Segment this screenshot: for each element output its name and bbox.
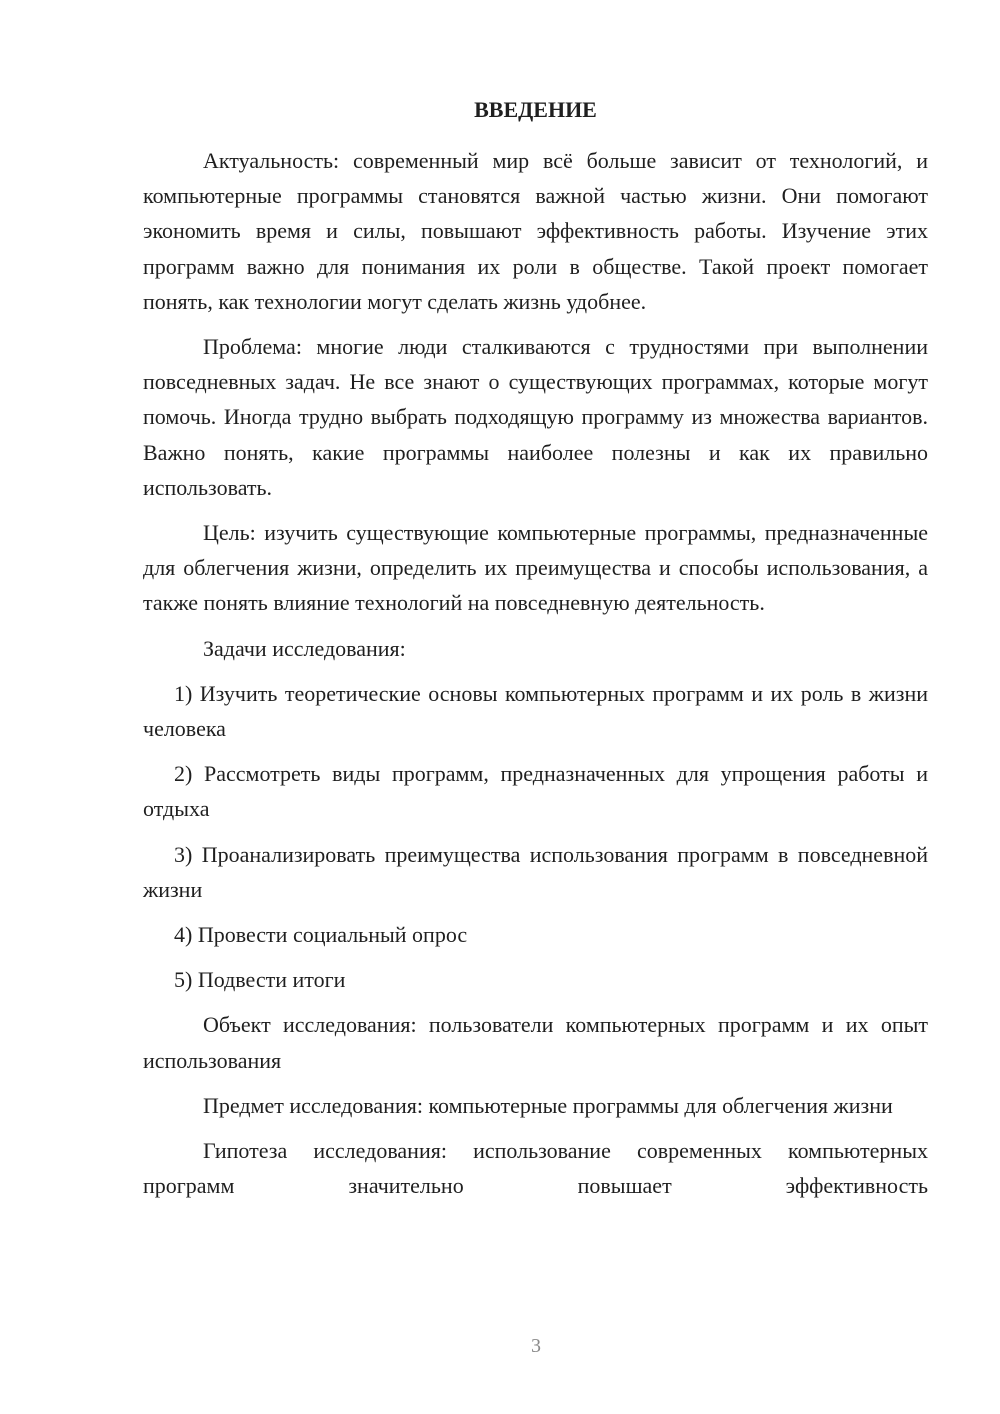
task-item: 3) Проанализировать преимущества использования программ в повседневной жизни xyxy=(143,841,928,902)
paragraph-object: Объект исследования: пользователи компьютерных программ и их опыт использования xyxy=(143,1012,928,1073)
paragraph-hypothesis: Гипотеза исследования: использование современных компьютерных программ значительно повышает эффективность xyxy=(143,1138,928,1199)
task-item: 5) Подвести итоги xyxy=(174,967,346,993)
page-number: 3 xyxy=(531,1335,541,1357)
body-text xyxy=(143,143,928,1203)
paragraph-subject: Предмет исследования: компьютерные программы для облегчения жизни xyxy=(203,1092,893,1118)
task-item: 1) Изучить теоретические основы компьютерных программ и их роль в жизни человека xyxy=(143,680,928,742)
paragraph-problem: Проблема: многие люди сталкиваются с трудностями при выполнении повседневных задач. Не все знают о существующих программах, которые могут помочь. Иногда трудно выбрать подходящую программу из множества вариантов. Важно понять, какие программы наиболее полезны и как их правильно использовать. xyxy=(143,334,928,500)
paragraph-goal: Цель: изучить существующие компьютерные программы, предназначенные для облегчения жизни, определить их преимущества и способы использования, а также понять влияние технологий на повседневную деятельность. xyxy=(143,520,928,616)
page-title: ВВЕДЕНИЕ xyxy=(474,97,597,122)
paragraph-relevance: Актуальность: современный мир всё больше зависит от технологий, и компьютерные программы становятся важной частью жизни. Они помогают экономить время и силы, повышают эффективность работы. Изучение этих программ важно для понимания их роли в обществе. Такой проект помогает понять, как технологии могут сделать жизнь удобнее. xyxy=(143,148,928,314)
task-item: 4) Провести социальный опрос xyxy=(174,922,468,948)
paragraph-tasks-heading: Задачи исследования: xyxy=(203,635,406,661)
task-item: 2) Рассмотреть виды программ, предназначенных для упрощения работы и отдыха xyxy=(143,761,928,822)
